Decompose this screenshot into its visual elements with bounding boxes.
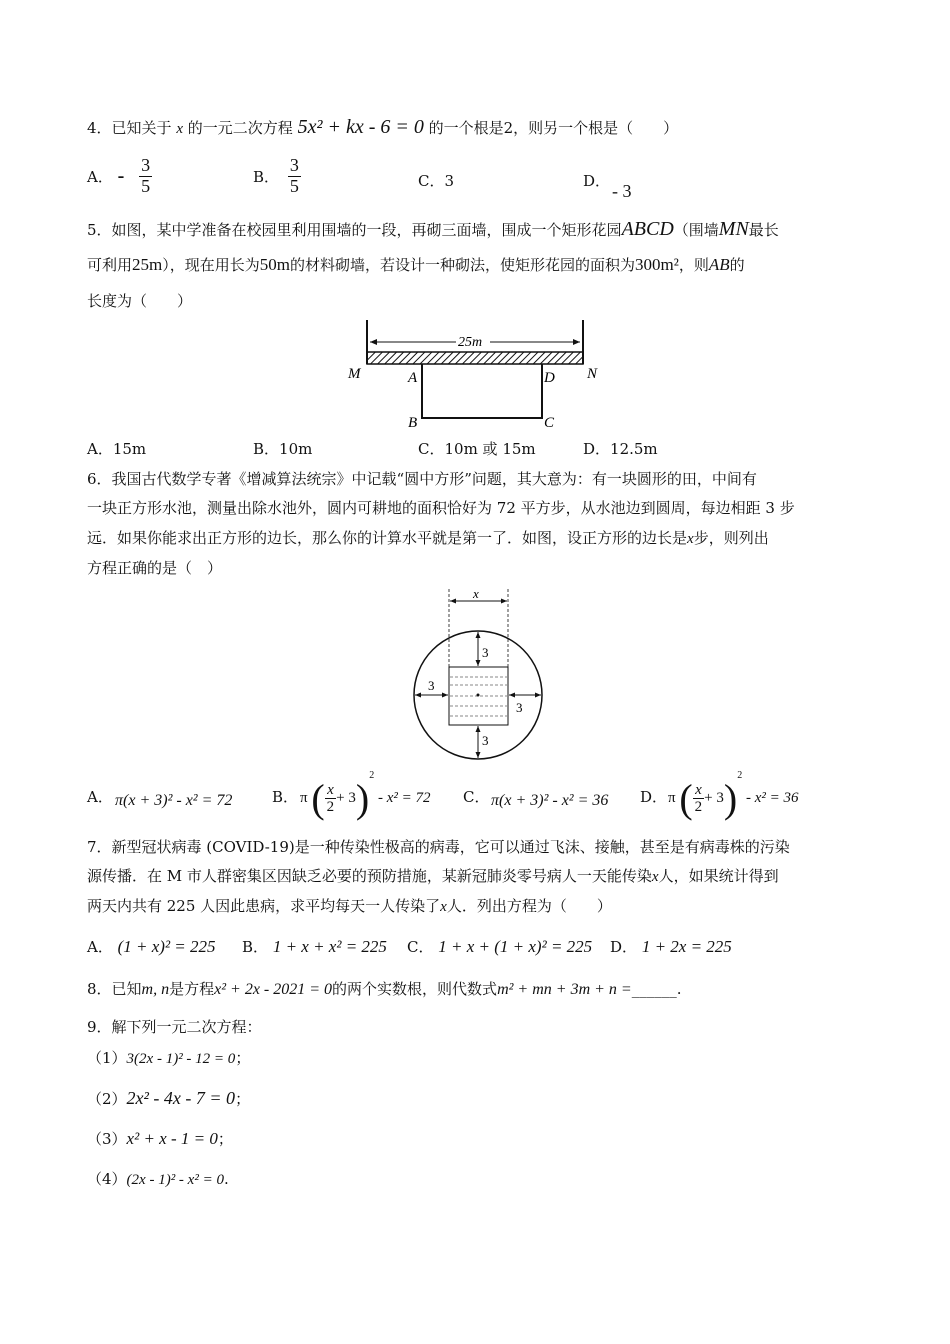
q6-opt-b-expr: π ( $\frac{x}{2}$ + 3)$^2$ - x² = 72 xyxy=(300,770,431,822)
q8-text-b: 是方程 xyxy=(169,980,215,998)
q6-option-c[interactable] xyxy=(463,786,489,807)
q5-text-e: ），现在用长为 xyxy=(162,256,260,274)
q9-p4-label: （4） xyxy=(87,1170,127,1188)
q5-text-b: （围墙 xyxy=(673,221,719,239)
q4-text-a: 4．已知关于 xyxy=(87,119,172,137)
q9-part4 xyxy=(87,1168,229,1189)
q9-p1-label: （1） xyxy=(87,1049,127,1067)
q9-p1-eq: 3(2x - 1)² - 12 = 0 xyxy=(126,1051,236,1067)
q4-opt-b-num: 3 xyxy=(289,155,299,175)
q7-option-d[interactable] xyxy=(610,936,732,957)
q4-opt-a-label: A． xyxy=(87,167,113,186)
q6-option-a[interactable] xyxy=(87,786,113,807)
q4-opt-b-den: 5 xyxy=(289,175,299,196)
q7-option-c[interactable] xyxy=(407,936,592,957)
q7-opt-c-eq: 1 + x + (1 + x)² = 225 xyxy=(438,937,593,956)
q7-option-a[interactable] xyxy=(87,936,216,957)
q5-fig-a: A xyxy=(408,370,418,386)
q5-text-d: 可利用 xyxy=(87,256,133,274)
q7-opt-a-label: A． xyxy=(87,938,113,956)
q5-mn: MN xyxy=(718,218,749,240)
q7-opt-d-label: D． xyxy=(610,938,638,956)
q9-p3-label: （3） xyxy=(87,1130,127,1148)
q6-opt-a-label: A． xyxy=(87,788,113,806)
q4-opt-a-num: 3 xyxy=(141,155,151,175)
q5-fig-wall-label: 25m xyxy=(458,335,483,350)
q7-opt-d-eq: 1 + 2x = 225 xyxy=(641,937,732,956)
q4-var: x xyxy=(176,121,183,137)
q6-opt-d-label: D． xyxy=(640,788,668,806)
q8-stem xyxy=(87,978,682,999)
q4-opt-d-value: - 3 xyxy=(612,181,632,201)
q6-opt-b-rest: + 3 xyxy=(336,790,356,807)
q5-option-d[interactable]: D．12.5m xyxy=(583,440,658,458)
q5-text-c: 最长 xyxy=(748,221,779,239)
q4-opt-a-frac xyxy=(139,156,152,197)
q6-opt-b-frac xyxy=(325,782,337,816)
q6-line1: 6．我国古代数学专著《增减算法统宗》中记载“圆中方形”问题，其大意为：有一块圆形的田，中间有 xyxy=(87,470,757,488)
q5-line3: 长度为（ ） xyxy=(87,292,193,310)
q6-option-b[interactable] xyxy=(272,786,298,807)
q6-opt-d-den: 2 xyxy=(694,799,703,816)
q5-figure xyxy=(340,316,610,431)
q9-p4-eq: (2x - 1)² - x² = 0 xyxy=(126,1172,224,1188)
q7-var-2: x xyxy=(440,899,447,915)
q5-line2 xyxy=(87,254,745,275)
q4-option-a[interactable] xyxy=(87,156,152,197)
q9-part3 xyxy=(87,1128,233,1149)
q9-p2-eq: 2x² - 4x - 7 = 0 xyxy=(126,1088,236,1108)
q6-fig-3-left: 3 xyxy=(428,678,435,693)
q7-text-b: 人，如果统计得到 xyxy=(658,867,779,885)
q5-fig-b: B xyxy=(408,415,418,431)
q5-option-a[interactable]: A．15m xyxy=(87,440,147,458)
q9-p3-semi: ； xyxy=(217,1130,233,1148)
q4-opt-a-den: 5 xyxy=(141,175,151,196)
q5-len50: 50m xyxy=(259,255,290,274)
q8-answer-blank[interactable]: ______. xyxy=(631,980,682,998)
q6-var: x xyxy=(687,531,694,547)
q6-figure xyxy=(410,585,545,760)
q5-fig-d: D xyxy=(544,370,555,386)
q9-p2-label: （2） xyxy=(87,1090,127,1108)
q9-p1-semi: ； xyxy=(235,1049,251,1067)
q5-fig-m: M xyxy=(348,366,361,382)
q6-line3 xyxy=(87,527,769,548)
q7-opt-c-label: C． xyxy=(407,938,434,956)
q6-option-d[interactable] xyxy=(640,786,667,807)
q7-line3 xyxy=(87,895,612,916)
q8-expression: m² + mn + 3m + n = xyxy=(497,981,632,998)
q7-option-b[interactable] xyxy=(242,936,387,957)
q5-text-f: 的材料砌墙，若设计一种砌法，使矩形花园的面积为 xyxy=(290,256,636,274)
q4-option-d[interactable] xyxy=(583,170,610,191)
q6-text-b: 步，则列出 xyxy=(693,529,769,547)
q4-opt-d-label: D． xyxy=(583,172,611,190)
q6-fig-x: x xyxy=(473,586,479,601)
q5-text-a: 5．如图，某中学准备在校园里利用围墙的一段，再砌三面墙，围成一个矩形花园 xyxy=(87,221,622,239)
q6-opt-a-eq: π(x + 3)² - x² = 72 xyxy=(115,792,233,809)
q6-line4: 方程正确的是（ ） xyxy=(87,559,223,577)
q4-opt-c-text: C．3 xyxy=(418,172,455,190)
q6-line2: 一块正方形水池，测量出除水池外，圆内可耕地的面积恰好为 72 平方步，从水池边到圆周，每边相距 3 步 xyxy=(87,499,795,517)
q6-fig-3-top: 3 xyxy=(482,645,489,660)
q5-fig-n: N xyxy=(587,366,598,382)
q5-abcd: ABCD xyxy=(621,218,674,240)
q8-text-a: 8．已知 xyxy=(87,980,142,998)
q6-opt-d-pi: π xyxy=(668,790,676,807)
q5-ab: AB xyxy=(708,255,730,274)
q6-fig-3-bottom: 3 xyxy=(482,733,489,748)
q6-opt-c-label: C． xyxy=(463,788,490,806)
q4-stem xyxy=(87,116,678,139)
q6-text-a: 远．如果你能求出正方形的边长，那么你的计算水平就是第一了．如图，设正方形的边长是 xyxy=(87,529,688,547)
q7-text-d: 人．列出方程为（ ） xyxy=(446,897,612,915)
q9-part2 xyxy=(87,1088,250,1109)
q4-equation: 5x² + kx - 6 = 0 xyxy=(297,116,424,138)
q9-p3-eq: x² + x - 1 = 0 xyxy=(126,1129,218,1148)
q6-fig-3-right: 3 xyxy=(516,700,523,715)
q6-opt-d-rest: + 3 xyxy=(704,790,724,807)
q4-opt-b-label: B． xyxy=(253,167,280,186)
q4-option-c[interactable] xyxy=(418,170,454,191)
q5-text-h: 的 xyxy=(729,256,745,274)
q6-opt-b-pi: π xyxy=(300,790,308,807)
q5-option-c[interactable]: C．10m 或 15m xyxy=(418,440,536,458)
q6-opt-d-num: x xyxy=(693,782,705,800)
q7-text-c: 两天内共有 225 人因此患病，求平均每天一人传染了 xyxy=(87,897,441,915)
q7-text-a: 源传播．在 M 市人群密集区因缺乏必要的预防措施，某新冠肺炎零号病人一天能传染 xyxy=(87,867,652,885)
q7-opt-b-eq: 1 + x + x² = 225 xyxy=(272,937,387,956)
q6-opt-d-tail: - x² = 36 xyxy=(745,790,799,807)
q6-opt-d-expr: π ( $\frac{x}{2}$ + 3)$^2$ - x² = 36 xyxy=(668,770,799,822)
q6-opt-b-tail: - x² = 72 xyxy=(377,790,431,807)
q4-opt-b-frac xyxy=(288,156,301,197)
q5-line1 xyxy=(87,218,779,241)
q9-p4-period: . xyxy=(223,1170,229,1188)
q8-text-c: 的两个实数根，则代数式 xyxy=(332,980,498,998)
q8-equation: x² + 2x - 2021 = 0 xyxy=(214,981,333,998)
q7-opt-b-label: B． xyxy=(242,938,269,956)
q5-option-b[interactable]: B．10m xyxy=(253,440,313,458)
q6-opt-c-eq: π(x + 3)² - x² = 36 xyxy=(491,792,609,809)
q7-var-1: x xyxy=(651,869,659,885)
q4-option-b[interactable] xyxy=(253,156,301,197)
q4-text-b: 的一元二次方程 xyxy=(187,119,293,137)
q9-p2-semi: ； xyxy=(235,1090,251,1108)
q9-title: 9．解下列一元二次方程： xyxy=(87,1018,262,1036)
q5-len25: 25m xyxy=(132,255,163,274)
q7-opt-a-eq: (1 + x)² = 225 xyxy=(117,937,216,956)
q5-wall xyxy=(367,352,583,364)
q7-line2 xyxy=(87,865,779,886)
q5-fig-c: C xyxy=(544,415,555,431)
q5-text-g: ，则 xyxy=(678,256,709,274)
q6-opt-b-num: x xyxy=(325,782,337,800)
q8-vars: m, n xyxy=(141,981,170,998)
q7-line1: 7．新型冠状病毒 (COVID-19)是一种传染性极高的病毒，它可以通过飞沫、接触，甚至是有病毒株的污染 xyxy=(87,838,790,856)
q9-part1 xyxy=(87,1047,250,1068)
q6-opt-b-den: 2 xyxy=(326,799,335,816)
q4-text-c: 的一个根是2，则另一个根是（ ） xyxy=(428,119,679,137)
q5-area: 300m² xyxy=(635,255,679,274)
q6-opt-b-label: B． xyxy=(272,788,299,806)
q4-opt-a-sign: - xyxy=(117,164,125,187)
q6-opt-d-frac xyxy=(693,782,705,816)
